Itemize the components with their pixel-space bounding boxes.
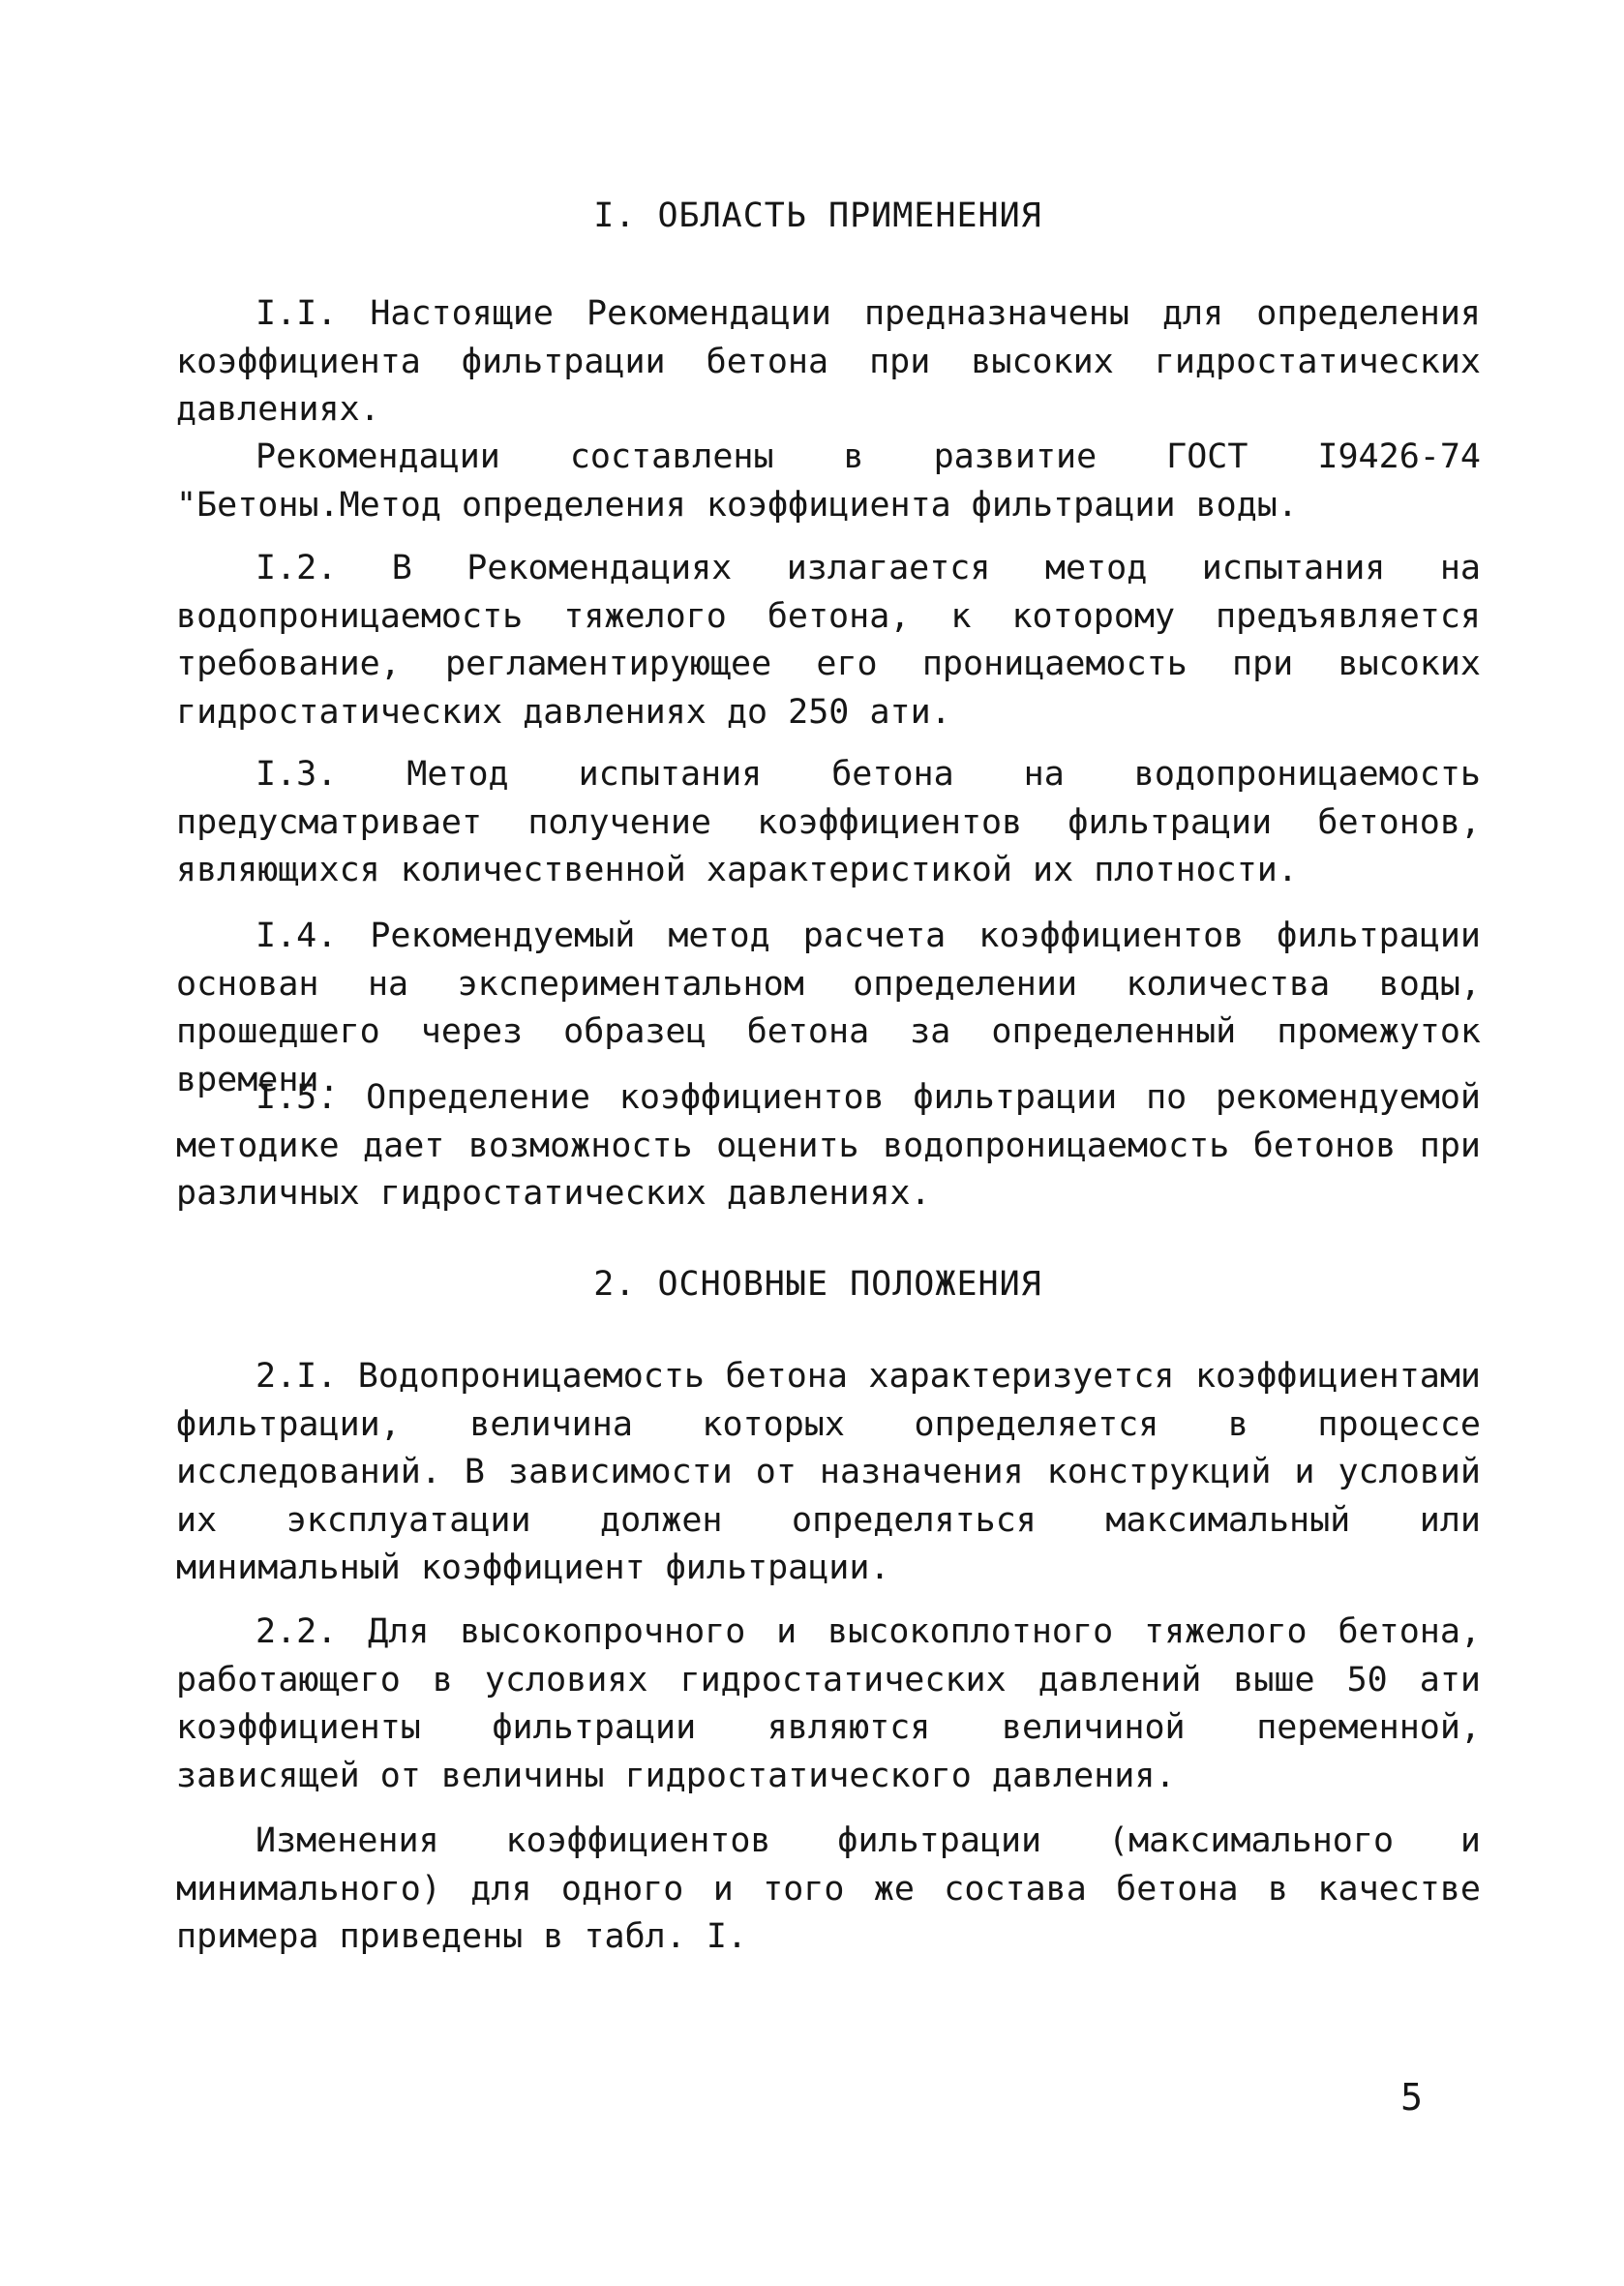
paragraph-1-2: I.2. В Рекомендациях излагается метод испытания на водопроницаемость тяжелого бетона, к которому предъявляется требование, регламентирующее его проницаемость при высоких гидростатических давлениях до 250 ати. xyxy=(176,549,1481,732)
paragraph-1-4: I.4. Рекомендуемый метод расчета коэффициентов фильтрации основан на экспериментальном определении количества воды, прошедшего через образец бетона за определенный промежуток времени. xyxy=(176,917,1481,1099)
paragraph-2-1: 2.I. Водопроницаемость бетона характеризуется коэффициентами фильтрации, величина которых определяется в процессе исследований. В зависимости от назначения конструкций и условий их эксплуатации должен определяться максимальный или минимальный коэффициент фильтрации. xyxy=(176,1357,1481,1588)
paragraph-2-2-note: Изменения коэффициентов фильтрации (максимального и минимального) для одного и того же состава бетона в качестве примера приведены в табл. I. xyxy=(176,1821,1481,1957)
paragraph-1-5: I.5. Определение коэффициентов фильтрации по рекомендуемой методике дает возможность оценить водопроницаемость бетонов при различных гидростатических давлениях. xyxy=(176,1078,1481,1214)
paragraph-1-3: I.3. Метод испытания бетона на водопроницаемость предусматривает получение коэффициентов фильтрации бетонов, являющихся количественной характеристикой их плотности. xyxy=(176,755,1481,890)
section-1-heading: I. ОБЛАСТЬ ПРИМЕНЕНИЯ xyxy=(593,196,1042,235)
page-number: 5 xyxy=(1400,2076,1423,2119)
paragraph-1-1: I.I. Настоящие Рекомендации предназначены для определения коэффициента фильтрации бетона при высоких гидростатических давлениях. xyxy=(176,294,1481,430)
section-2-heading: 2. ОСНОВНЫЕ ПОЛОЖЕНИЯ xyxy=(593,1265,1042,1304)
paragraph-1-1-note: Рекомендации составлены в развитие ГОСТ I9426-74 "Бетоны.Метод определения коэффициента фильтрации воды. xyxy=(176,437,1481,525)
paragraph-2-2: 2.2. Для высокопрочного и высокоплотного тяжелого бетона, работающего в условиях гидростатических давлений выше 50 ати коэффициенты фильтрации являются величиной переменной, зависящей от величины гидростатического давления. xyxy=(176,1612,1481,1795)
